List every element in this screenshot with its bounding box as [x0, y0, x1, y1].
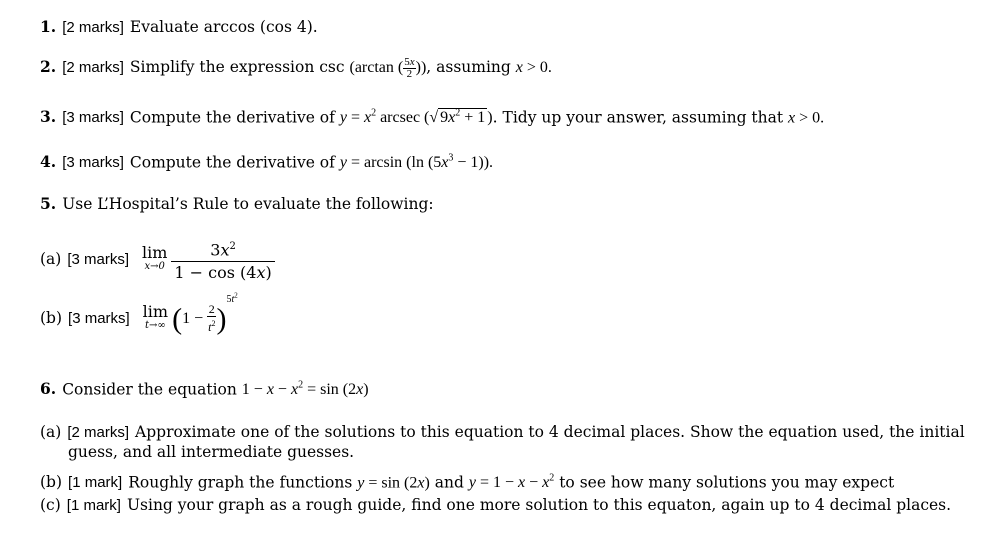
- limit: lim x→0: [141, 243, 168, 273]
- condition: x > 0.: [788, 109, 825, 127]
- math-expression: (1 − $\frac{2}{t^2}$ )$^{5t^2}$: [172, 292, 238, 335]
- question-6a-continued: [68, 442, 354, 462]
- question-6a: [40, 422, 965, 443]
- part-label: (b): [40, 308, 63, 327]
- part-label: (b): [40, 473, 63, 492]
- question-6b: [40, 469, 894, 493]
- question-4: [40, 149, 493, 173]
- part-text: Using your graph as a rough guide, find one more solution to this equaton, again up to 4 decimal places.: [126, 496, 952, 514]
- part-label: (c): [40, 496, 61, 514]
- question-5a: [40, 238, 275, 282]
- question-text-2: , assuming: [426, 58, 511, 77]
- marks-label: [3 marks]: [68, 309, 130, 327]
- question-6: [40, 376, 369, 400]
- question-2: [40, 57, 552, 80]
- marks-label: [3 marks]: [62, 109, 124, 127]
- question-text: Compute the derivative of: [129, 108, 335, 127]
- part-text: Approximate one of the solutions to this equation to 4 decimal places. Show the equation used, the initial: [135, 423, 965, 441]
- fraction: $\frac{3x^2}{1 - \cos (4x)}$: [171, 238, 274, 282]
- question-5b: [40, 292, 238, 335]
- question-number: 2.: [40, 57, 57, 77]
- question-number: 5.: [40, 194, 57, 213]
- question-text-2: . Tidy up your answer, assuming that: [492, 108, 784, 127]
- question-6c: [40, 495, 951, 516]
- marks-label: [1 mark]: [66, 497, 121, 514]
- and-text: and: [434, 473, 464, 492]
- question-text: Evaluate arccos (cos 4).: [129, 18, 318, 36]
- part-text: Roughly graph the functions: [128, 473, 353, 492]
- part-label: (a): [40, 423, 62, 441]
- part-text-2: guess, and all intermediate guesses.: [68, 443, 355, 461]
- question-text: Simplify the expression csc: [129, 58, 345, 77]
- question-1: [40, 17, 318, 38]
- question-text: Consider the equation: [62, 380, 237, 399]
- math-expression: (arctan ( $\frac{5x}{2}$ )): [349, 56, 427, 80]
- marks-label: [3 marks]: [62, 154, 124, 172]
- math-expression: $y = x^2$ arcsec (√ $9x^2 + 1$ ): [339, 108, 493, 127]
- part-text-2: to see how many solutions you may expect: [559, 473, 895, 492]
- question-text: Compute the derivative of: [129, 153, 335, 172]
- question-5: [40, 194, 434, 214]
- part-label: (a): [40, 250, 62, 269]
- question-number: 3.: [40, 107, 57, 127]
- question-text: Use L’Hospital’s Rule to evaluate the following:: [62, 195, 434, 213]
- equation: $1 - x - x^2 = \sin (2x)$: [241, 380, 369, 399]
- question-number: 4.: [40, 152, 57, 172]
- question-number: 1.: [40, 17, 57, 36]
- math-expression: y = arcsin (ln $(5x^3 - 1)$).: [339, 153, 494, 172]
- condition: x > 0.: [515, 59, 552, 77]
- marks-label: [2 marks]: [62, 59, 124, 77]
- marks-label: [2 marks]: [67, 424, 130, 441]
- function-2: $y = 1 - x - x^2$: [468, 473, 555, 492]
- limit: lim t→∞: [142, 301, 169, 331]
- question-3: [40, 104, 824, 128]
- function-1: y = sin (2x): [357, 474, 430, 492]
- marks-label: [2 marks]: [62, 19, 124, 36]
- marks-label: [3 marks]: [67, 251, 130, 269]
- question-number: 6.: [40, 379, 57, 399]
- marks-label: [1 mark]: [68, 474, 123, 492]
